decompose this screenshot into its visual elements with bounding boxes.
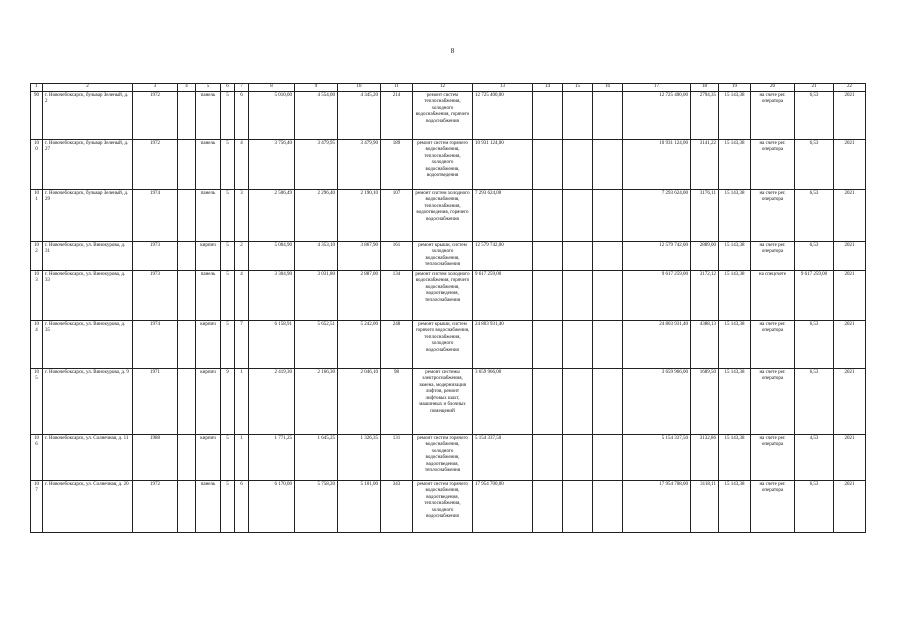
cell-cost: 10 931 124,00 [473,139,533,189]
cell-col22: 2021 [834,241,866,270]
cell-num: 101 [31,189,43,241]
cell-address: г. Новочебоксарск, ул. Солнечная, д. 20 [43,480,133,532]
cell-works: ремонт систем теплоснабжения, холодного водоснабжения, горячего водоснабжения [413,91,473,139]
cell-year: 1973 [133,241,178,270]
cell-area-res: 2 190,10 [338,189,381,241]
cell-year: 1973 [133,270,178,320]
cell-floors: 5 [221,434,235,480]
cell-col19: 15 143,38 [719,91,751,139]
column-number-row [31,84,866,92]
cell-address: г. Новочебоксарск, бульвар Зеленый, д. 27 [43,139,133,189]
cell-col17: 12 579 742,00 [623,241,691,270]
cell-col15 [563,270,593,320]
table-row [31,139,866,189]
cell-col21: 9 617 259,00 [795,270,834,320]
cell-cost: 5 154 337,50 [473,434,533,480]
cell-col14 [533,91,563,139]
column-number-cell: 4 [178,84,196,92]
cell-col18: 3176,11 [691,189,719,241]
cell-entrances: 7 [235,320,249,368]
cell-col16 [593,189,623,241]
column-number-cell: 14 [533,84,563,92]
cell-col4 [178,91,196,139]
cell-residents: 343 [381,480,413,532]
cell-col22: 2021 [834,91,866,139]
cell-col21: 6,53 [795,480,834,532]
cell-year: 1971 [133,368,178,434]
cell-area-living: 4 353,10 [295,241,338,270]
cell-col16 [593,368,623,434]
cell-cost: 9 617 259,00 [473,270,533,320]
cell-area-total: 3 304,90 [249,270,295,320]
cell-col15 [563,434,593,480]
cell-floors: 5 [221,270,235,320]
cell-col15 [563,368,593,434]
cell-works: ремонт систем горячего водоснабжения, теплоснабжения, холодного водоснабжения, водоотведения [413,139,473,189]
cell-col4 [178,270,196,320]
column-number-cell: 6 [221,84,235,92]
cell-col19: 15 143,38 [719,241,751,270]
cell-col20: на счете рег. оператора [751,480,795,532]
page-number: 8 [450,47,455,55]
cell-year: 1974 [133,189,178,241]
cell-works: ремонт крыши, систем горячего водоснабжения, теплоснабжения, холодного водоснабжения [413,320,473,368]
cell-col22: 2021 [834,480,866,532]
cell-address: г. Новочебоксарск, ул. Винокурова, д. 31 [43,241,133,270]
cell-num: 104 [31,320,43,368]
cell-col20: на счете рег. оператора [751,91,795,139]
cell-col21: 6,53 [795,91,834,139]
cell-col14 [533,270,563,320]
cell-floors: 5 [221,139,235,189]
cell-area-total: 5 004,90 [249,241,295,270]
cell-residents: 134 [381,270,413,320]
cell-works: ремонт систем горячего водоснабжения, водоотведения, теплоснабжения, холодного водоснабжения [413,480,473,532]
table-row [31,241,866,270]
cell-material: кирпич [196,320,221,368]
cell-num: 107 [31,480,43,532]
cell-area-res: 5 101,00 [338,480,381,532]
cell-col4 [178,434,196,480]
cell-area-total: 1 771,25 [249,434,295,480]
cell-col22: 2021 [834,368,866,434]
cell-col15 [563,139,593,189]
cell-col20: на счете рег. оператора [751,139,795,189]
cell-col22: 2021 [834,139,866,189]
cell-cost: 7 293 624,00 [473,189,533,241]
cell-floors: 5 [221,91,235,139]
cell-col21: 6,53 [795,139,834,189]
cell-entrances: 1 [235,368,249,434]
cell-col21: 6,53 [795,189,834,241]
cell-floors: 5 [221,189,235,241]
cell-works: ремонт систем горячего водоснабжения, холодного водоснабжения, водоотведения, теплоснабжения [413,434,473,480]
column-number-cell: 17 [623,84,691,92]
cell-col22: 2021 [834,320,866,368]
cell-works: ремонт крыши, систем холодного водоснабжения, теплоснабжения [413,241,473,270]
cell-col19: 15 143,38 [719,139,751,189]
table-row [31,91,866,139]
cell-col19: 15 143,38 [719,320,751,368]
cell-cost: 24 803 931,40 [473,320,533,368]
cell-col4 [178,368,196,434]
column-number-cell: 8 [249,84,295,92]
cell-residents: 107 [381,189,413,241]
cell-area-total: 3 756,40 [249,139,295,189]
cell-material: панель [196,480,221,532]
cell-col17: 24 803 931,40 [623,320,691,368]
cell-col14 [533,480,563,532]
cell-area-res: 5 242,00 [338,320,381,368]
cell-entrances: 1 [235,434,249,480]
cell-year: 1972 [133,91,178,139]
cell-entrances: 4 [235,270,249,320]
cell-area-total: 2 506,49 [249,189,295,241]
cell-col19: 15 143,38 [719,480,751,532]
cell-col18: 4388,13 [691,320,719,368]
cell-entrances: 2 [235,241,249,270]
cell-col15 [563,241,593,270]
cell-year: 1972 [133,480,178,532]
cell-col21: 6,53 [795,368,834,434]
cell-area-res: 3 867,90 [338,241,381,270]
cell-material: кирпич [196,241,221,270]
column-number-cell: 16 [593,84,623,92]
cell-col17: 17 954 708,00 [623,480,691,532]
table-row [31,270,866,320]
cell-area-living: 3 479,95 [295,139,338,189]
cell-address: г. Новочебоксарск, ул. Винокурова, д. 33 [43,270,133,320]
cell-area-living: 1 645,25 [295,434,338,480]
cell-entrances: 6 [235,480,249,532]
column-number-cell: 21 [795,84,834,92]
cell-address: г. Новочебоксарск, бульвар Зеленый, д. 29 [43,189,133,241]
cell-material: кирпич [196,434,221,480]
cell-col21: 6,53 [795,320,834,368]
cell-col20: на счете рег. оператора [751,320,795,368]
cell-area-living: 3 031,80 [295,270,338,320]
cell-material: панель [196,189,221,241]
cell-area-res: 1 326,35 [338,434,381,480]
cell-col22: 2021 [834,189,866,241]
cell-num: 90 [31,91,43,139]
cell-col14 [533,368,563,434]
cell-col20: на счете рег. оператора [751,241,795,270]
capital-repair-table [30,83,866,533]
cell-address: г. Новочебоксарск, ул. Винокурова, д. 9 [43,368,133,434]
cell-col17: 7 293 624,00 [623,189,691,241]
cell-col17: 9 617 259,00 [623,270,691,320]
cell-entrances: 6 [235,91,249,139]
cell-year: 1988 [133,434,178,480]
cell-col4 [178,241,196,270]
cell-col15 [563,91,593,139]
cell-col18: 1689,50 [691,368,719,434]
cell-area-living: 5 758,20 [295,480,338,532]
column-number-cell: 20 [751,84,795,92]
cell-col14 [533,139,563,189]
cell-col19: 15 143,38 [719,189,751,241]
cell-area-total: 5 010,00 [249,91,295,139]
column-number-cell: 18 [691,84,719,92]
table-row [31,434,866,480]
cell-col18: 3141,22 [691,139,719,189]
cell-material: панель [196,139,221,189]
cell-material: кирпич [196,368,221,434]
cell-col16 [593,91,623,139]
cell-num: 102 [31,241,43,270]
cell-works: ремонт систем холодного водоснабжения, теплоснабжения, водоотведения, горячего водоснабжения [413,189,473,241]
column-number-cell: 5 [196,84,221,92]
cell-col21: 6,53 [795,241,834,270]
cell-residents: 98 [381,368,413,434]
cell-num: 106 [31,434,43,480]
cell-area-living: 5 652,51 [295,320,338,368]
cell-year: 1972 [133,139,178,189]
cell-col21: 4,53 [795,434,834,480]
cell-col22: 2021 [834,434,866,480]
table-row [31,189,866,241]
cell-area-res: 4 345,20 [338,91,381,139]
cell-floors: 5 [221,320,235,368]
cell-col4 [178,480,196,532]
cell-col17: 10 931 124,00 [623,139,691,189]
cell-cost: 3 659 966,00 [473,368,533,434]
column-number-cell: 2 [43,84,133,92]
cell-col16 [593,139,623,189]
column-number-cell: 19 [719,84,751,92]
table-row [31,320,866,368]
cell-cost: 12 725 400,00 [473,91,533,139]
cell-year: 1974 [133,320,178,368]
cell-residents: 214 [381,91,413,139]
cell-address: г. Новочебоксарск, ул. Винокурова, д. 35 [43,320,133,368]
cell-col16 [593,241,623,270]
cell-area-res: 2 046,10 [338,368,381,434]
cell-num: 100 [31,139,43,189]
cell-col15 [563,189,593,241]
column-number-cell: 10 [338,84,381,92]
cell-floors: 5 [221,480,235,532]
cell-col19: 15 143,38 [719,368,751,434]
cell-material: панель [196,270,221,320]
column-number-cell: 9 [295,84,338,92]
cell-area-living: 4 554,00 [295,91,338,139]
cell-area-living: 2 166,30 [295,368,338,434]
column-number-cell: 7 [235,84,249,92]
cell-col22: 2021 [834,270,866,320]
cell-col20: на спецсчете [751,270,795,320]
cell-col18: 3132,86 [691,434,719,480]
cell-area-total: 2 419,30 [249,368,295,434]
cell-floors: 5 [221,241,235,270]
cell-residents: 189 [381,139,413,189]
cell-num: 105 [31,368,43,434]
cell-floors: 9 [221,368,235,434]
cell-col18: 3118,11 [691,480,719,532]
cell-area-living: 2 296,40 [295,189,338,241]
cell-col14 [533,241,563,270]
cell-col4 [178,139,196,189]
cell-col17: 3 659 966,00 [623,368,691,434]
cell-col15 [563,320,593,368]
cell-area-res: 2 887,00 [338,270,381,320]
cell-residents: 161 [381,241,413,270]
cell-residents: 131 [381,434,413,480]
cell-col14 [533,189,563,241]
column-number-cell: 1 [31,84,43,92]
cell-col14 [533,320,563,368]
cell-residents: 248 [381,320,413,368]
cell-num: 103 [31,270,43,320]
cell-address: г. Новочебоксарск, ул. Солнечная, д. 11 [43,434,133,480]
cell-works: ремонт систем холодного водоснабжения, горячего водоснабжения, водоотведения, теплоснабжения [413,270,473,320]
cell-area-total: 6 170,00 [249,480,295,532]
cell-col19: 15 143,38 [719,270,751,320]
cell-col16 [593,320,623,368]
cell-col16 [593,434,623,480]
table-row [31,480,866,532]
cell-col4 [178,320,196,368]
cell-works: ремонт системы электроснабжения, замена, модернизация лифтов, ремонт лифтовых шахт, машинных и блочных помещений [413,368,473,434]
cell-col16 [593,270,623,320]
column-number-cell: 15 [563,84,593,92]
cell-col15 [563,480,593,532]
table-row [31,368,866,434]
cell-col20: на счете рег. оператора [751,189,795,241]
cell-col19: 15 143,38 [719,434,751,480]
cell-col18: 2794,35 [691,91,719,139]
column-number-cell: 3 [133,84,178,92]
cell-col20: на счете рег. оператора [751,434,795,480]
cell-col20: на счете рег. оператора [751,368,795,434]
cell-area-res: 3 479,90 [338,139,381,189]
column-number-cell: 11 [381,84,413,92]
cell-col17: 5 154 337,50 [623,434,691,480]
cell-cost: 17 954 700,00 [473,480,533,532]
cell-cost: 12 579 742,00 [473,241,533,270]
cell-col14 [533,434,563,480]
cell-address: г. Новочебоксарск, бульвар Зеленый, д. 2 [43,91,133,139]
cell-entrances: 3 [235,189,249,241]
cell-col17: 12 725 400,00 [623,91,691,139]
cell-col16 [593,480,623,532]
cell-col18: 2889,00 [691,241,719,270]
cell-col18: 3172,12 [691,270,719,320]
column-number-cell: 13 [473,84,533,92]
cell-col4 [178,189,196,241]
cell-area-total: 6 158,91 [249,320,295,368]
column-number-cell: 12 [413,84,473,92]
cell-entrances: 4 [235,139,249,189]
column-number-cell: 22 [834,84,866,92]
cell-material: панель [196,91,221,139]
